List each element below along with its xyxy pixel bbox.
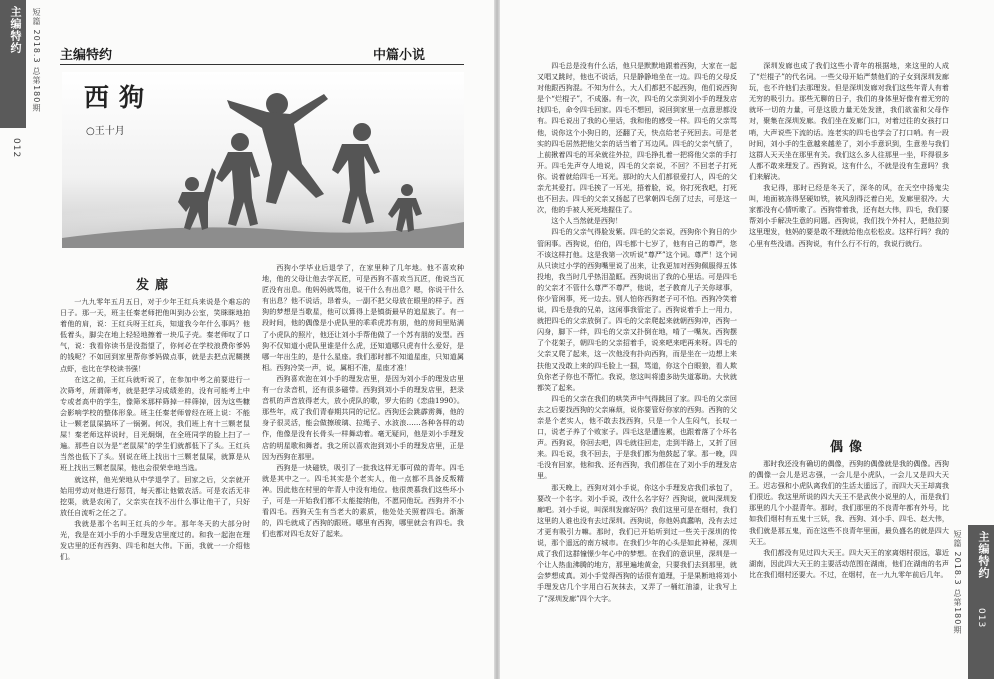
right-page xyxy=(497,0,994,679)
paragraph: 就这样，他光荣地从中学退学了。回家之后，父亲就开始用劳动对他进行惩罚，每天都让他做农活。可是农活无非挖渠，就是农闲了，父亲实在找不出什么事让他干了，只好放任自流听之任之了。 xyxy=(60,474,250,517)
right-page-number: 013 xyxy=(976,608,986,629)
paragraph: 一九九零年五月五日，对于少年王红兵来说是个难忘的日子。那一天，班主任秦老师把他叫到办公室，笑眯眯地拍着他的肩，说：王红兵呀王红兵，知道我今年什么事吗？他低着头，脚尖在地上轻轻地擦着一块瓜子壳。秦老师叹了口气，说：我看你读书是没指望了，你何必在学校浪费你爹妈的钱呢？不如回到家里帮你爹妈做点事，就是去把点泥糊摸点虾，也比在学校读书强！ xyxy=(60,297,250,373)
section-heading-falang: 发廊 xyxy=(135,278,174,293)
paragraph: 那天晚上，西狗对刘小手说，你这小手理发店我们承包了，要改一个名字。刘小手说，改什么名字好？西狗说，就叫深圳发廊吧。刘小手说，叫深圳发廊好吗？我们这里可是在烟村，我们这里的人谁也没有去过深圳。西狗说，你他妈真蠢呐，没有去过才更有吸引力嘛。那时，我们已开始听到过一些关于深圳的传说，那个遥远的南方城市。在我们少年的心头是如此神秘，深圳成了我们这群憧憬少年心中的梦想。在我们的意识里，深圳是一个让人热血沸腾的地方，那里遍地黄金，只要我们去到那里，就会梦想成真。刘小手觉得西狗的话很有道理，于是果断地将刘小手理发店几个字用白石灰抹去，又弄了一桶红油漆，让我写上了“深圳发廊”四个大字。 xyxy=(537,482,737,603)
section-heading-ouxiang: 偶像 xyxy=(829,440,868,455)
left-section-strip xyxy=(0,0,26,128)
paragraph: 西狗小学毕业后退学了，在家里种了几年地。他不喜欢种地，他的父母让他去学瓦匠，可是西狗不喜欢当瓦匠，他说当瓦匠没有出息。他妈妈就骂他，说干什么有出息？嗯，你说干什么有出息？他不说话，昂着头，一副不把父母放在眼里的样子。西狗的梦想是当歌星，他可以算得上是镇街最早的追星族了。有一段时间，他的偶像是小虎队里的乖乖虎苏有朋，他的房间里贴满了小虎队的照片，他还让刘小手帮他做了一个苏有朋的发型。西狗不仅知道小虎队里谁是什么虎，还知道哪只虎有什么爱好，是哪一年出生的，是什么星座。我们那时都不知道星座，只知道属相。西狗冷笑一声，说，属相不准，星座才准！ xyxy=(262,263,464,372)
paragraph: 四毛总是没有什么话，他只是默默地跟着西狗，大家在一起又唱又跳时，他也不说话，只是静静地坐在一边。四毛的父母反对他跟西狗混。不知为什么，大人们都把不起西狗，他们说西狗是个“烂棍子”，不成器。有一次，四毛的父亲到刘小手的理发店找四毛，命令四毛回家。四毛不想回，说回到家里一点意思都没有。四毛说出了我的心里话，我和他的感受一样。四毛的父亲骂他，说你这个小狗日的，还翻了天，快点给老子死回去。可是老实的四毛居然把他父亲的话当着了耳边风。四毛的父亲气愤了，上前揪着四毛的耳朵就往外拉，四毛挣扎着一把将他父亲的手打开。四毛先声夺人地说，四毛的父亲说，不回？不回老子打死你。说着就给四毛一耳光。那时的大人们都很爱打人，四毛的父亲尤其爱打。四毛挨了一耳光，捂着脸，说，你打死我吧，打死也不回去。四毛的父亲又扬起了巴掌朝四毛刮了过去，可是这一次，他的手被人死死地握住了。 xyxy=(537,61,737,215)
paragraph: 四毛的父亲气得脸发紫。四毛的父亲说，西狗你个狗日的少管闲事。西狗说，伯伯，四毛都十七岁了，他有自己的尊严，您不该这样打他。这是我第一次听说“尊严”这个词。尊严！这个词从只读过小学的西狗嘴里说了出来，让我更加对西狗佩服得五体投地，我当时几乎热泪盈眶。西狗说出了我的心里话。可是四毛的父亲才不管什么尊严不尊严，他说，老子教育儿子关你球事，你少管闲事，死一边去。别人怕你西狗老子可不怕。西狗冷笑着说，四毛是我的兄弟，这闲事我管定了。西狗说着手上一用力，就把四毛的父亲放倒了。四毛的父亲爬起来就朝西狗冲，西狗一闪身，脚下一绊，四毛的父亲又扑倒在地，啃了一嘴灰。西狗摆了个花架子，朝四毛的父亲招着手，说来吧来吧再来呀。四毛的父亲又爬了起来，这一次他没有扑向西狗，而是坐在一边想上来扶他又没敢上来的四毛脸上一掴，骂道，你这个白眼狼，看人欺负你老子你也不帮忙。我说，您这叫将遗多助失道寡助。大伙就都笑了起来。 xyxy=(537,227,737,392)
paragraph: 我们都没有见过四大天王。四大天王的家离烟村很远，靠近湖南，因此四大天王的主要活动范围在湖南，他们在湖南的名声比在我们烟村还要大。不过，在烟村，在一九九零年前后几年。 xyxy=(749,547,949,579)
column-header-right: 中篇小说 xyxy=(373,48,426,63)
paragraph: 那时我还没有确切的偶像，西狗的偶像就是我的偶像。西狗的偶像一会儿是迟志强，一会儿是小虎队，一会儿又是四大天王。迟志强和小虎队离我们的生活太遥远了，而四大天王却离我们很近。我这里所说的四大天王不是武侠小说里的人，而是我们那里的几个小混青年。那时，我们那里的不良青年都有外号，比如我们烟村有五鬼十三妖，我、西狗、刘小手、四毛、赵大伟，我们就是那五鬼，而在这些不良青年里面，最负盛名的就是四大天王。 xyxy=(749,459,949,546)
right-strip-section-label: 主编特约 xyxy=(977,531,990,579)
right-issue-text: 短篇 2018.3 总第180期 xyxy=(953,530,962,635)
text-column-1 xyxy=(60,296,250,634)
paragraph: 我记得，那时已经是冬天了，深冬的风，在天空中扬鬼尖叫，地面被冻得坚硬如铁，被风刮得泛着白光，发廊里很冷。大家都没有心情听歌了。西狗带着我，还有赵大伟，四毛，我们要帮刘小手解决生意的问题。西狗说，我们找个外村人，把他拉到这里理发，他妈的要是敢不理就给他点松松皮。这样行吗？我的心里有些没谱。西狗说，有什么行不行的，我说行就行。 xyxy=(749,183,949,248)
left-issue-info xyxy=(31,8,42,112)
paragraph: 西狗是一块磁铁，吸引了一批我这样无事可做的青年。四毛就是其中之一。四毛其实是个老实人，他一点都不具备反叛精神。因此他在村里的年青人中没有地位。他很羡慕我们这些坏小子，可是一开始我们都不太能接纳他，不愿同他玩。西狗并不小看四毛。西狗天生有当老大的素质，他处处关照着四毛。渐渐的，四毛就成了西狗的跟班。哪里有西狗，哪里就会有四毛。我们也都对四毛友好了起来。 xyxy=(262,462,464,539)
left-page-number: 012 xyxy=(11,138,21,159)
article-author: ○王十月 xyxy=(86,126,125,137)
text-column-3 xyxy=(537,60,737,634)
right-section-strip xyxy=(968,525,994,679)
paragraph: 这个人当然就是西狗！ xyxy=(551,216,623,226)
header-rule xyxy=(60,64,464,65)
book-spine xyxy=(494,0,500,679)
paragraph: 西狗喜欢泡在刘小手的理发店里，是因为刘小手的理发店里有一台录音机，还有很多磁带。西狗到刘小手的理发店里，把录音机的声音放得老大，放小虎队的歌，罗大佑的《恋曲1990》。那些年，成了我们青春期共同的记忆。西狗还会跳霹雳舞，他的身子很灵活，能会做擦玻璃、拉绳子、水波浪……各种各样的动作，他像是没有长骨头一样舞动着。毫无疑问，他是刘小手理发店的明星歌和舞者。我之所以喜欢泡到刘小手的理发店里，正是因为西狗在那里。 xyxy=(262,373,464,461)
article-title: 西狗 xyxy=(84,83,155,112)
text-column-2 xyxy=(262,262,464,634)
column-header-left: 主编特约 xyxy=(60,48,113,63)
right-issue-info xyxy=(952,530,963,634)
paragraph: 在这之前，王红兵就听说了，在参加中考之前要进行一次筛考，所谓筛考，就是把学习成绩差的，没有可能考上中专或者高中的学生，像筛米那样筛掉一样筛掉，因为这些糠会影响学校的整体形象。班主任秦老师曾经在班上说：不能让一颗老鼠屎搞坏了一锅粥。何况，我们班上有十三颗老鼠屎！秦老师这样说时，目光炯炯，在全班同学的脸上扫了一遍。那些自以为是“老鼠屎”的学生们就都低下了头。王红兵当然也低下了头。别说在班上找出十三颗老鼠屎，就算是从班上找出三颗老鼠屎，他也会很荣幸地当选。 xyxy=(60,374,250,473)
paragraph: 深圳发廊也成了我们这些小青年的根据地，来这里的人成了“烂棍子”的代名词。一些父母开始严禁他们的子女到深圳发廊玩，也不许他们去那理发。但是深圳发廊对我们这些年青人有着无穷的吸引力。那些无聊的日子，我们的身体里好像有着无穷的就坏一切的力量，可是这股力量无处发泄，我们欲雀和父母作对，聚集在深圳发廊。我们坐在发廊门口，对着过往的女孩打口哨，大声说些下流的话。连老实的四毛也学会了打口哨。有一段时间，刘小手的生意越来越差了，刘小手意识到，生意差与我们这群人天天坐在那里有关。我们这么多人往那里一坐，吓得很多人都不敢来理发了。西狗说，这有什么，不就是没有生意吗？我们来解决。 xyxy=(749,61,949,181)
text-column-5 xyxy=(749,458,949,634)
paragraph: 四毛的父亲在我们的哄笑声中气得跳回了家。四毛的父亲回去之后要找西狗的父亲麻烦，说你要管好你家的西狗。西狗的父亲是个老实人，他不敢去找西狗，只是一个人生闷气，长叹一口，说老子养了个败家子。四毛这是遭连累，也跟着落了个坏名声。西狗说，你回去吧，四毛就往回走，走到半路上，又折了回来。四毛说，我不回去，于是我们都为他鼓起了掌。那一晚，四毛没有回家，他和我、还有西狗，我们都住在了刘小手的理发店里。 xyxy=(537,393,737,481)
left-issue-text: 短篇 2018.3 总第180期 xyxy=(32,8,41,113)
text-column-4 xyxy=(749,60,949,422)
paragraph: 我就是那个名叫王红兵的少年。那年冬天的大部分时光，我是在刘小手的小手理发店里度过的。和我一起泡在理发店里的还有西狗、四毛和赵大伟。下面，我就一一介绍他们。 xyxy=(60,518,250,562)
left-strip-section-label: 主编特约 xyxy=(9,6,22,54)
